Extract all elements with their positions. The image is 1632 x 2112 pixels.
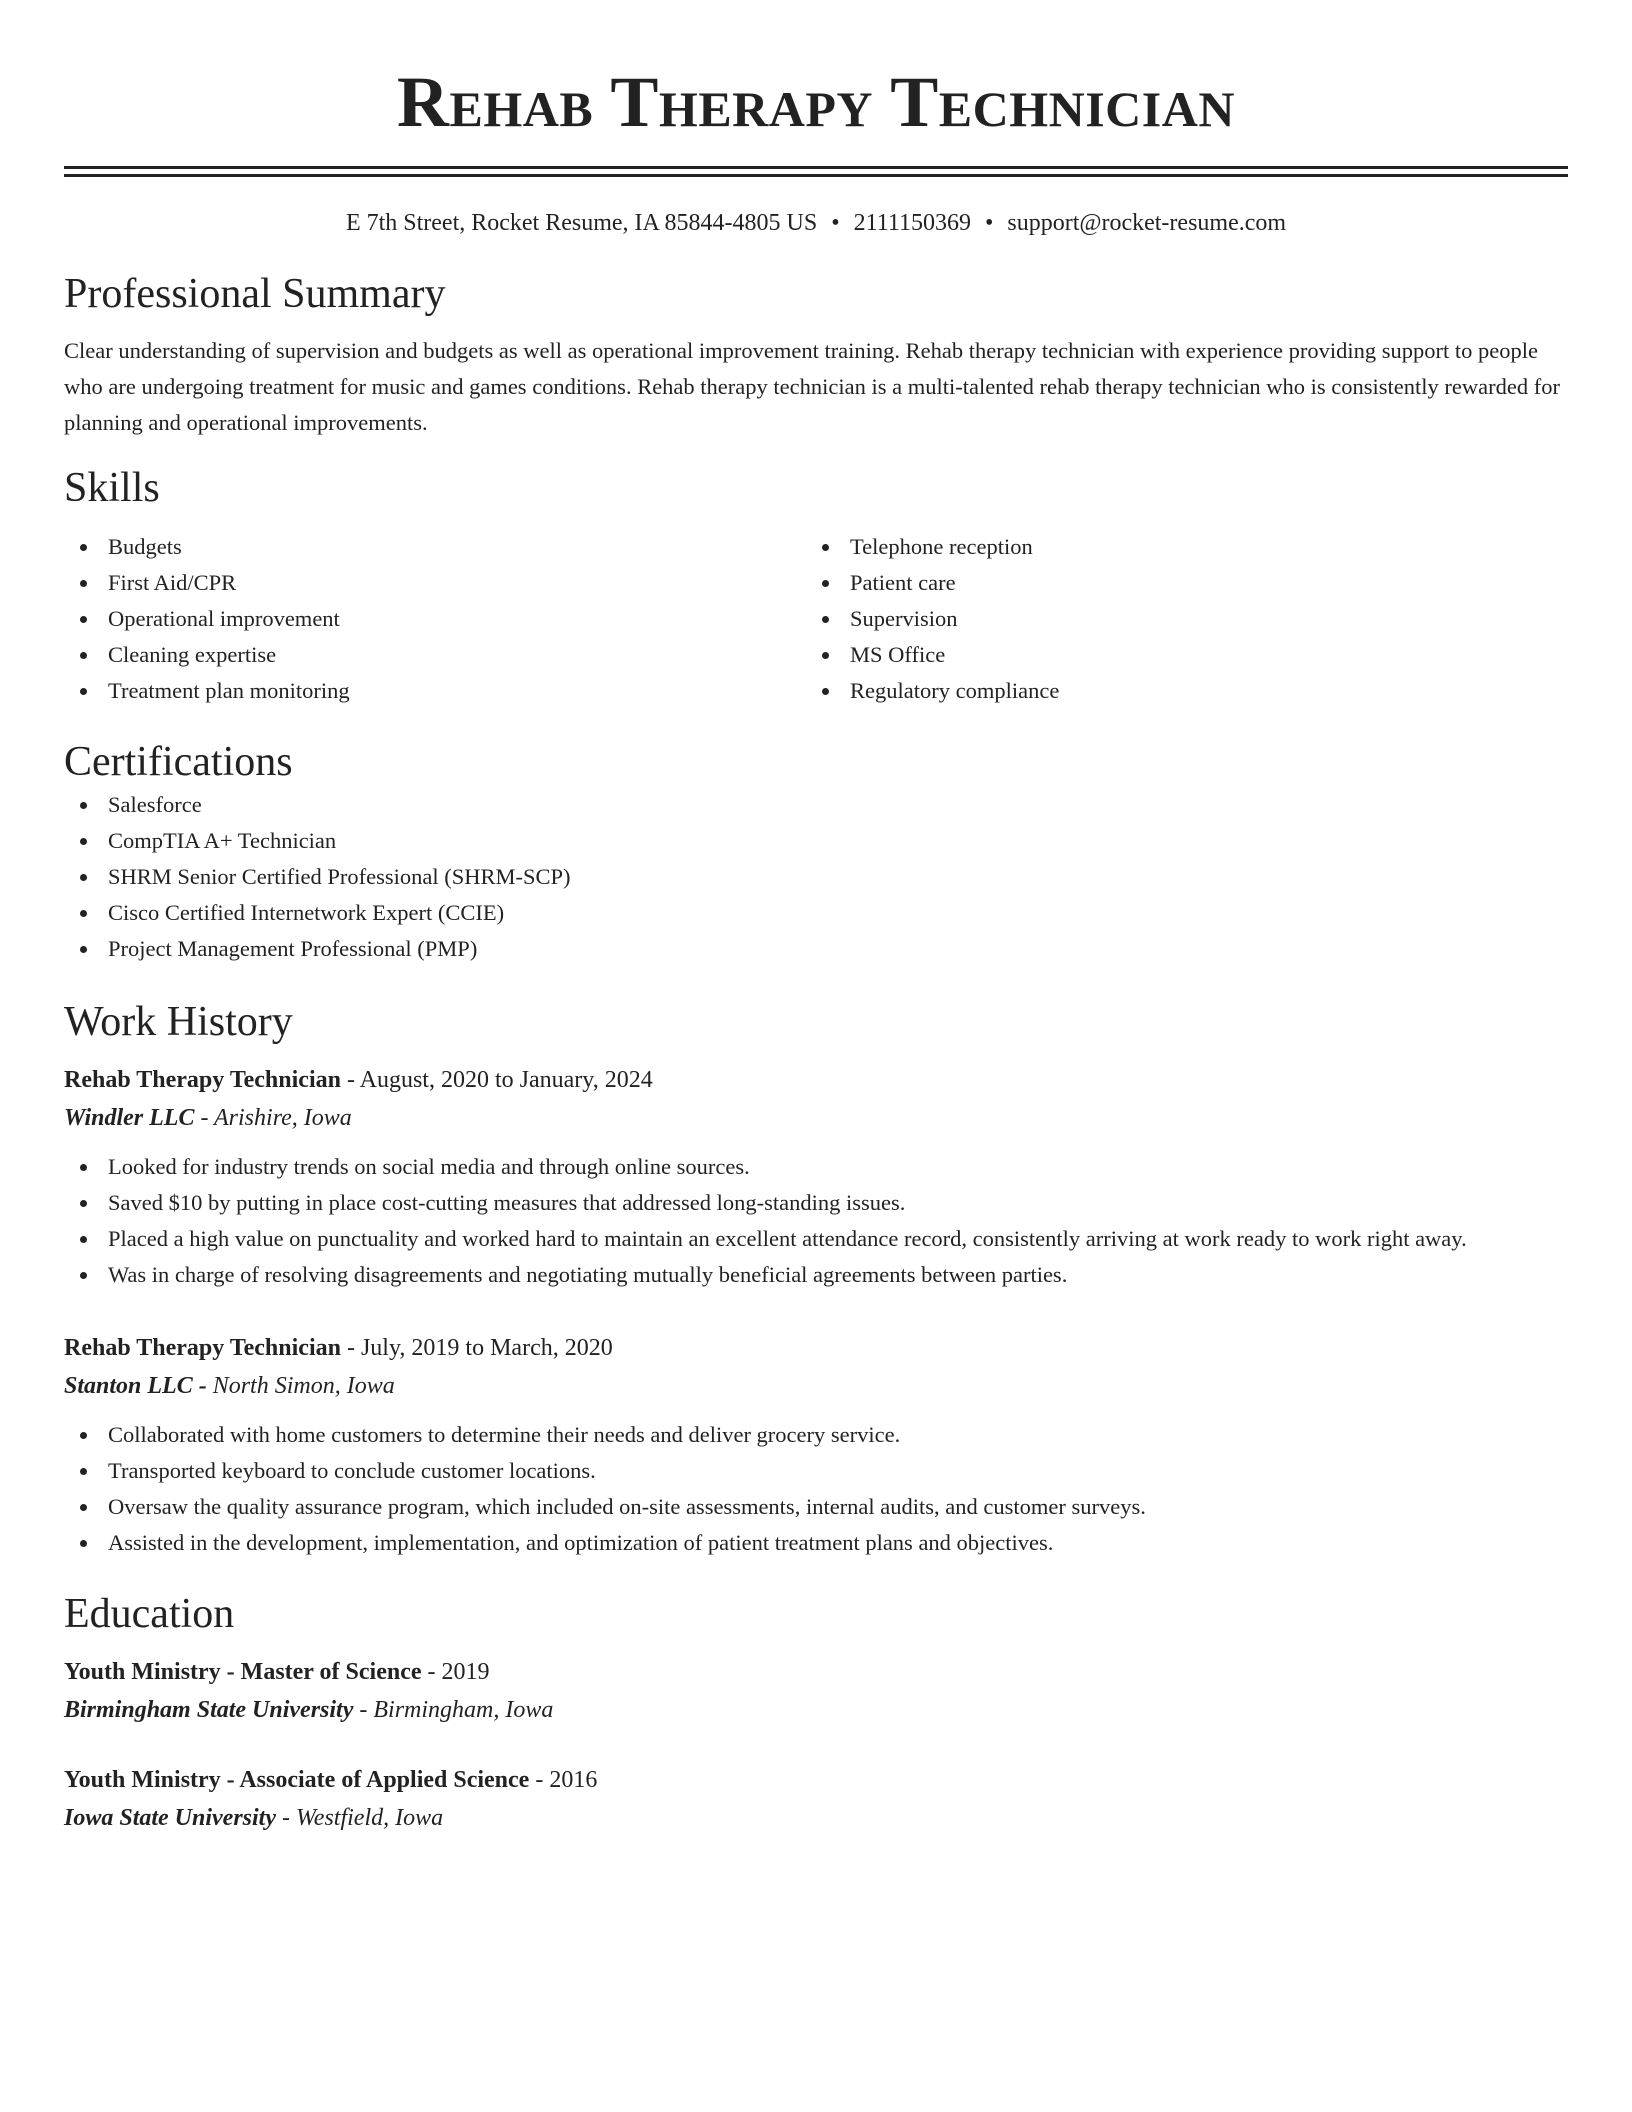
skills-column-right [806,529,1548,709]
job-bullet: Assisted in the development, implementation, and optimization of patient treatment plans and objectives. [64,1525,1568,1561]
school-location: - Birmingham, Iowa [353,1697,554,1723]
job-location: North Simon, Iowa [206,1373,395,1399]
education-entry [64,1653,1568,1729]
education-section [64,1589,1568,1837]
job-title-line [64,1329,1568,1367]
school-line [64,1691,1568,1729]
school-name: Iowa State University [64,1805,277,1831]
summary-text: Clear understanding of supervision and budgets as well as operational improvement training. Rehab therapy technician with experience providing support to people who are undergoing treatment for music and games conditions. Rehab therapy technician is a multi-talented rehab therapy technician who is consistently rewarded for planning and operational improvements. [64,338,1560,435]
degree-name: Youth Ministry - Master of Science [64,1659,422,1685]
job-title: Rehab Therapy Technician [64,1067,341,1093]
job-dates: - August, 2020 to January, 2024 [340,1067,653,1093]
job-title: Rehab Therapy Technician [64,1335,341,1361]
contact-email: support@rocket-resume.com [1007,210,1287,236]
skill-item: Cleaning expertise [64,637,806,673]
certification-item: Salesforce [64,787,1568,823]
school-name: Birmingham State University [64,1697,354,1723]
skill-item: Regulatory compliance [806,673,1548,709]
certifications-section [64,737,1568,967]
job-bullet: Placed a high value on punctuality and worked hard to maintain an excellent attendance record, consistently arriving at work ready to work right away. [64,1221,1568,1257]
school-line [64,1799,1568,1837]
degree-year: - 2016 [529,1767,598,1793]
skill-item: MS Office [806,637,1548,673]
candidate-name: Rehab Therapy Technician [397,62,1235,142]
degree-line [64,1653,1568,1691]
skill-item: Telephone reception [806,529,1548,565]
skills-section [64,463,1568,709]
certification-item: CompTIA A+ Technician [64,823,1568,859]
certification-item: SHRM Senior Certified Professional (SHRM-SCP) [64,859,1568,895]
school-location: - Westfield, Iowa [276,1805,444,1831]
work-history-heading: Work History [64,999,293,1045]
degree-line [64,1761,1568,1799]
job-entry [64,1061,1568,1293]
contact-address: E 7th Street, Rocket Resume, IA 85844-4805 US [345,210,818,236]
skill-item: Patient care [806,565,1548,601]
work-history-section [64,997,1568,1561]
education-heading: Education [64,1591,235,1637]
skill-item: Supervision [806,601,1548,637]
education-entry [64,1761,1568,1837]
skills-column-left [64,529,806,709]
job-company: Stanton LLC - [64,1373,207,1399]
certifications-heading: Certifications [64,739,293,785]
certification-item: Cisco Certified Internetwork Expert (CCIE) [64,895,1568,931]
job-entry [64,1329,1568,1561]
skill-item: Budgets [64,529,806,565]
skills-columns [64,529,1568,709]
summary-section [64,269,1568,441]
contact-separator: • [984,210,994,236]
skills-heading: Skills [64,465,160,511]
contact-line [64,207,1568,239]
job-bullet: Collaborated with home customers to determine their needs and deliver grocery service. [64,1417,1568,1453]
job-location: - Arishire, Iowa [194,1105,352,1131]
resume-page [64,0,1568,1837]
job-title-line [64,1061,1568,1099]
job-bullet: Was in charge of resolving disagreements and negotiating mutually beneficial agreements between parties. [64,1257,1568,1293]
skill-item: Operational improvement [64,601,806,637]
job-dates: - July, 2019 to March, 2020 [340,1335,613,1361]
skill-item: Treatment plan monitoring [64,673,806,709]
contact-phone: 2111150369 [853,210,971,236]
job-bullet: Saved $10 by putting in place cost-cutting measures that addressed long-standing issues. [64,1185,1568,1221]
header-double-rule [64,166,1568,177]
job-company-line [64,1367,1568,1405]
degree-name: Youth Ministry - Associate of Applied Science [64,1767,530,1793]
degree-year: - 2019 [421,1659,490,1685]
job-bullet: Looked for industry trends on social media and through online sources. [64,1149,1568,1185]
certification-item: Project Management Professional (PMP) [64,931,1568,967]
summary-heading: Professional Summary [64,271,446,317]
job-company-line [64,1099,1568,1137]
job-bullet: Transported keyboard to conclude customer locations. [64,1453,1568,1489]
contact-separator: • [831,210,840,236]
job-bullet: Oversaw the quality assurance program, which included on-site assessments, internal audits, and customer surveys. [64,1489,1568,1525]
job-company: Windler LLC [64,1105,195,1131]
skill-item: First Aid/CPR [64,565,806,601]
